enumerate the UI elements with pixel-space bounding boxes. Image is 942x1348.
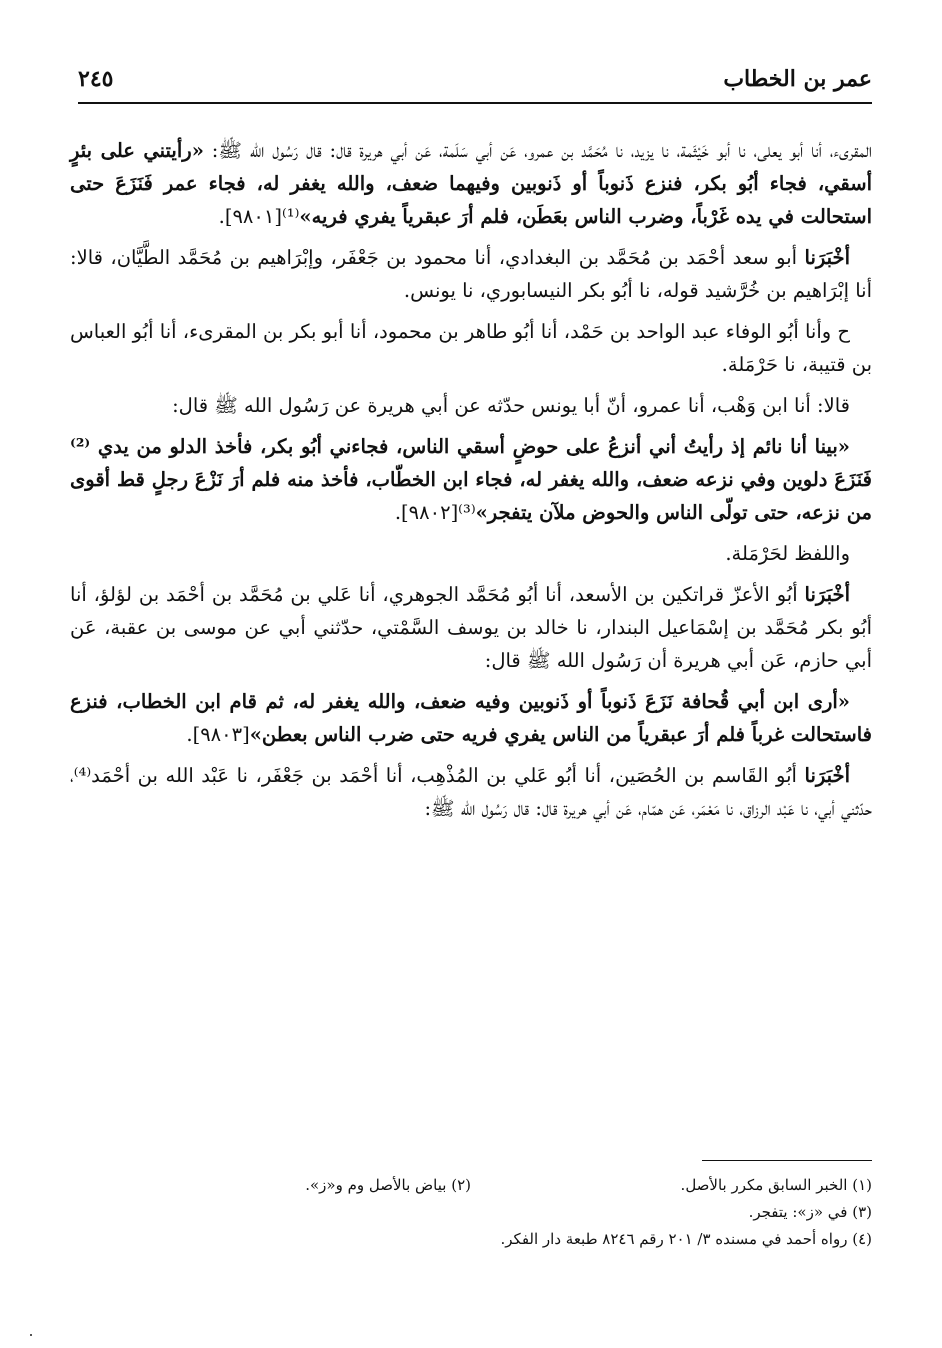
text-run: أبو سعد أحْمَد بن مُحَمَّد بن البغدادي، أنا محمود بن جَعْفَر، وإبْرَاهيم بن مُحَمَّد الطَّيَّان، قالا: أنا إبْرَاهيم بن خُرَّشيد قوله، نا أبُو بكر النيسابوري، نا يونس. xyxy=(70,246,872,302)
main-text xyxy=(70,134,872,833)
footnote-4: (٤) رواه أحمد في مسنده ٣/ ٢٠١ رقم ٨٢٤٦ طبعة دار الفكر. xyxy=(500,1230,872,1248)
paragraph xyxy=(70,241,872,307)
footnote-3: (٣) في «ز»: يتفجر. xyxy=(748,1203,872,1221)
paragraph xyxy=(70,134,872,233)
footnote-2: (٢) بياض بالأصل وم و«ز». xyxy=(305,1176,471,1194)
text-run: أبُو الأعزّ قراتكين بن الأسعد، أنا أبُو مُحَمَّد الجوهري، أنا عَلي بن مُحَمَّد بن أحْمَد بن لؤلؤ، أنا أبُو بكر مُحَمَّد بن إسْمَاعيل البندار، نا خالد بن يوسف السَّمْتي، حدّثني أبي عن موسى بن عقبة، عَن أبي حازم، عَن أبي هريرة أن رَسُول الله ﷺ قال: xyxy=(70,583,872,672)
akhbarana-keyword: أخْبَرَنا xyxy=(804,583,850,606)
hadith-text: «رأيتني على بئرٍ أسقي، فجاء أبُو بكر، فنزع ذَنوباً أو ذَنوبين وفيهما ضعف، والله يغفر له، فجاء عمر فَنَزَعَ حتى استحالت في يده غَرْباً، وضرب الناس بعَطَن، فلم أرَ عبقرياً يفري فريه» xyxy=(70,139,872,228)
akhbarana-keyword: أخْبَرَنا xyxy=(804,246,850,269)
reference-number: [٩٨٠٣]. xyxy=(186,723,250,746)
text-run: ح وأنا أبُو الوفاء عبد الواحد بن حَمْد، أنا أبُو طاهر بن محمود، أنا أبو بكر بن المقرىء، أنا أبُو العباس بن قتيبة، نا حَرْمَلة. xyxy=(70,320,872,376)
footnote-row xyxy=(70,1172,872,1199)
paragraph xyxy=(70,389,872,422)
text-run: أبُو القَاسم بن الحُصَين، أنا أبُو عَلي بن المُذْهِب، أنا أحْمَد بن جَعْفَر، نا عَبْد الله بن أحْمَد⁽⁴⁾، حدّثني أبي، نا عَبْد الرزاق، نا مَعْمَر، عَن همّام، عَن أبي هريرة قال: قال رَسُول الله ﷺ: xyxy=(70,764,872,820)
footnote-1: (١) الخبر السابق مكرر بالأصل. xyxy=(680,1176,872,1194)
scan-speck xyxy=(30,1334,32,1336)
running-header xyxy=(78,62,872,104)
paragraph xyxy=(70,537,872,570)
footnotes xyxy=(70,1172,872,1253)
text-run: قالا: أنا ابن وَهْب، أنا عمرو، أنّ أبا يونس حدّثه عن أبي هريرة عن رَسُول الله ﷺ قال: xyxy=(172,394,850,417)
paragraph xyxy=(70,430,872,529)
hadith-text: «أرى ابن أبي قُحافة نَزَعَ ذَنوباً أو ذَنوبين وفيه ضعف، والله يغفر له، ثم قام ابن الخطاب، فنزع فاستحالت غرباً فلم أرَ عبقرياً من الناس يفري فريه حتى ضرب الناس بعطن» xyxy=(70,690,872,746)
paragraph xyxy=(70,578,872,677)
akhbarana-keyword: أخْبَرَنا xyxy=(804,764,850,787)
text-run: المقرىء، أنا أبو يعلى، نا أبو خَيْثَمة، نا يزيد، نا مُحَمَّد بن عمرو، عَن أبي سَلَمة، عَن أبي هريرة قال: قال رَسُول الله ﷺ: xyxy=(203,139,873,162)
paragraph xyxy=(70,315,872,381)
paragraph xyxy=(70,685,872,751)
text-run: واللفظ لحَرْمَلة. xyxy=(725,542,850,565)
header-title: عمر بن الخطاب xyxy=(723,66,872,92)
page-number: ٢٤٥ xyxy=(78,66,114,92)
hadith-text: «بينا أنا نائم إذ رأيتُ أني أنزعُ على حوضٍ أسقي الناس، فجاءني أبُو بكر، فأخذ الدلو من يدي ⁽²⁾ فَنَزَعَ دلوين وفي نزعه ضعف، والله يغفر له، فجاء ابن الخطّاب، فأخذ منه فلم أرَ نَزْعَ رجلٍ قط أقوى من نزعه، حتى تولّى الناس والحوض ملآن يتفجر» xyxy=(70,435,872,524)
paragraph xyxy=(70,759,872,825)
reference-number: ⁽¹⁾[٩٨٠١]. xyxy=(218,205,300,228)
footnote-separator xyxy=(702,1160,872,1161)
reference-number: ⁽³⁾[٩٨٠٢]. xyxy=(394,501,476,524)
